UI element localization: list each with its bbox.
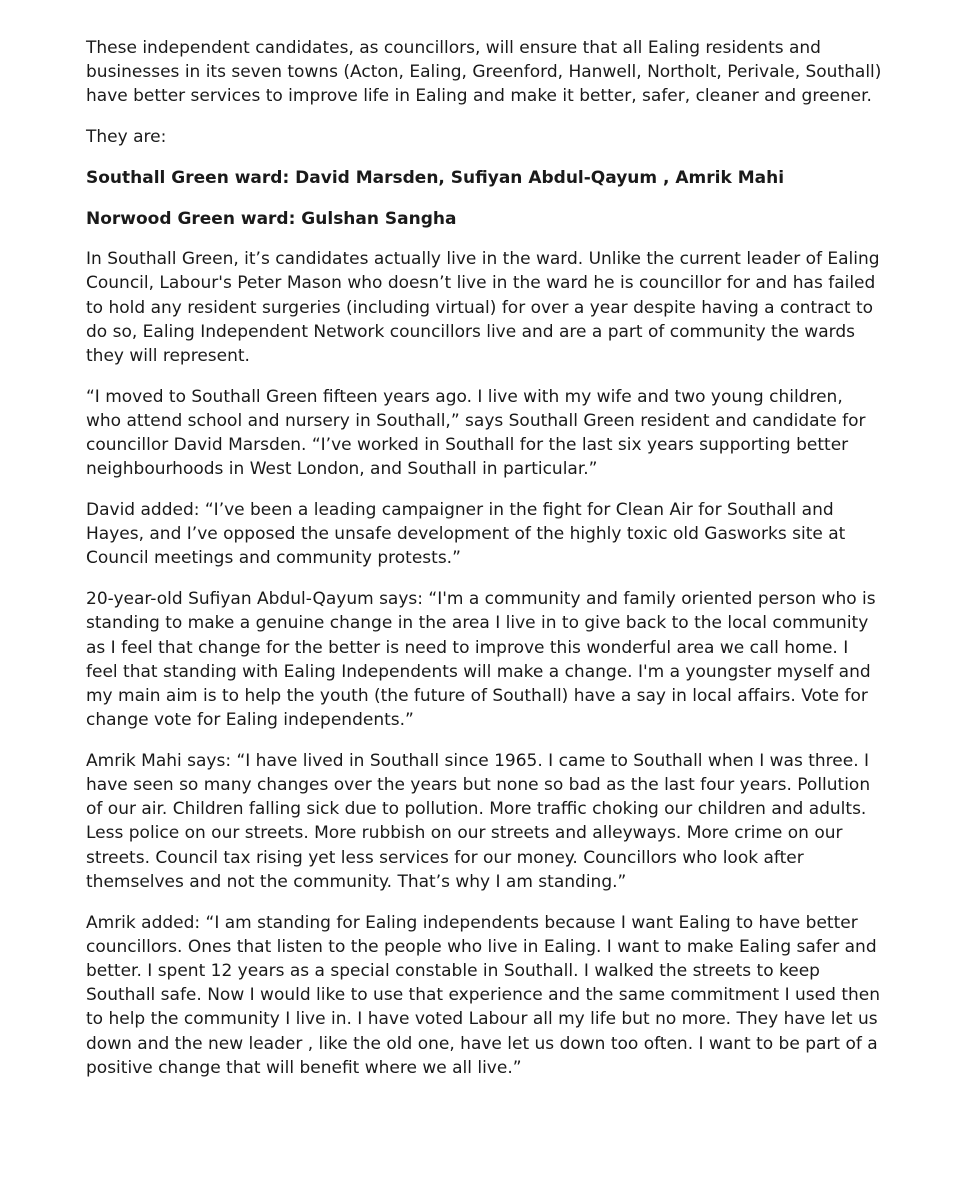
amrik-mahi-quote: Amrik Mahi says: “I have lived in Southall since 1965. I came to Southall when I was three. I have seen so many changes over the years but none so bad as the last four years. Pollution of our air. Children falling sick due to pollution. More traffic choking our children and adults. Less police on our streets. More rubbish on our streets and alleyways. More crime on our streets. Council tax rising yet less services for our money. Councillors who look after themselves and not the community. That’s why I am standing.” (86, 750, 871, 892)
norwood-green-candidates: Norwood Green ward: Gulshan Sangha (86, 208, 457, 229)
southall-green-paragraph: In Southall Green, it’s candidates actually live in the ward. Unlike the current leader of Ealing Council, Labour's Peter Mason who doesn’t live in the ward he is councillor for and has failed to hold any resident surgeries (including virtual) for over a year despite having a contract to do so, Ealing Independent Network councillors live and are a part of community the wards they will represent. (86, 249, 880, 367)
southall-green-candidates: Southall Green ward: David Marsden, Sufiyan Abdul-Qayum , Amrik Mahi (86, 167, 785, 188)
david-marsden-quote: “I moved to Southall Green fifteen years ago. I live with my wife and two young children, who attend school and nursery in Southall,” says Southall Green resident and candidate for councillor David Marsden. “I’ve worked in Southall for the last six years supporting better neighbourhoods in West London, and Southall in particular.” (86, 386, 866, 480)
intro-paragraph: These independent candidates, as councillors, will ensure that all Ealing residents and businesses in its seven towns (Acton, Ealing, Greenford, Hanwell, Northolt, Perivale, Southall) have better services to improve life in Ealing and make it better, safer, cleaner and greener. (86, 38, 882, 107)
they-are-paragraph: They are: (86, 127, 167, 148)
david-added-quote: David added: “I’ve been a leading campaigner in the fight for Clean Air for Southall and Hayes, and I’ve opposed the unsafe development of the highly toxic old Gasworks site at Council meetings and community protests.” (86, 500, 846, 569)
sufiyan-quote: 20-year-old Sufiyan Abdul-Qayum says: “I'm a community and family oriented person who is standing to make a genuine change in the area I live in to give back to the local community as I feel that change for the better is need to improve this wonderful area we call home. I feel that standing with Ealing Independents will make a change. I'm a youngster myself and my main aim is to help the youth (the future of Southall) have a say in local affairs. Vote for change vote for Ealing independents.” (86, 589, 876, 731)
amrik-added-quote: Amrik added: “I am standing for Ealing independents because I want Ealing to have better councillors. Ones that listen to the people who live in Ealing. I want to make Ealing safer and better. I spent 12 years as a special constable in Southall. I walked the streets to keep Southall safe. Now I would like to use that experience and the same commitment I used then to help the community I live in. I have voted Labour all my life but no more. They have let us down and the new leader , like the old one, have let us down too often. I want to be part of a positive change that will benefit where we all live.” (86, 912, 880, 1078)
